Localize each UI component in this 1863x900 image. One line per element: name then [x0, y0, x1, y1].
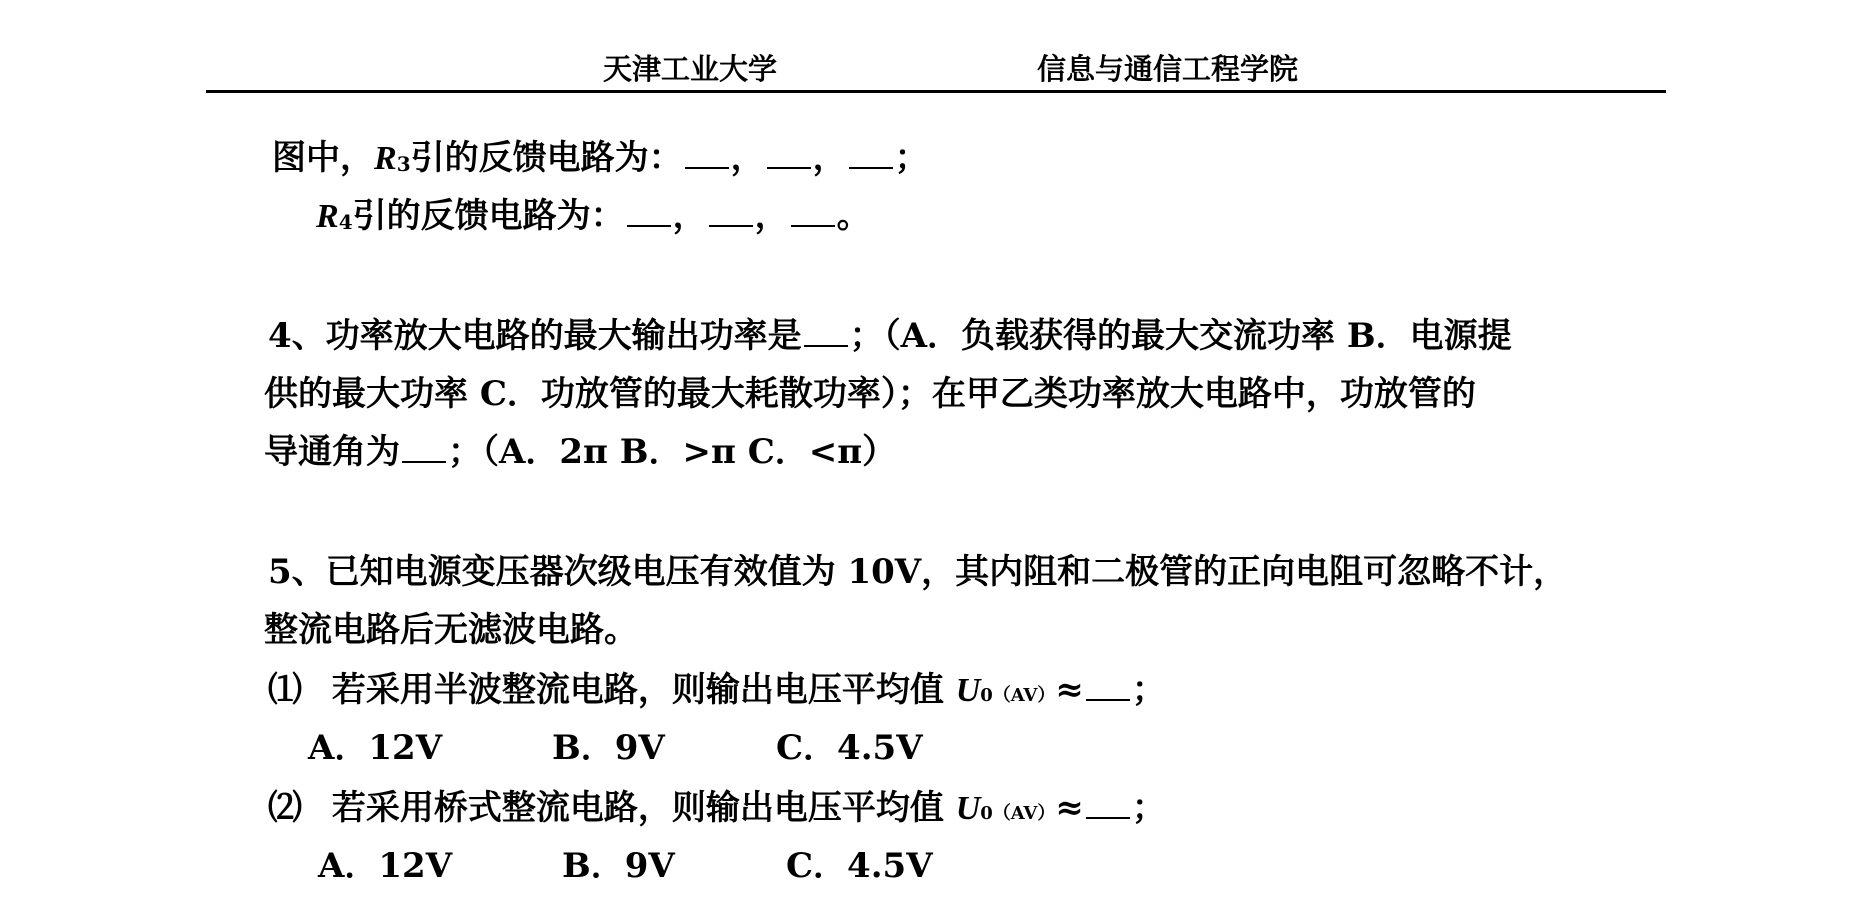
q3-r3-text: 引的反馈电路为： [410, 138, 683, 178]
q5-line-2-text: 整流电路后无滤波电路。 [264, 610, 638, 650]
q4-blank-2[interactable] [402, 433, 446, 463]
q4-line-3b: ；（A．2π B．>π C．<π） [448, 432, 897, 472]
q5-part-1-option-c[interactable]: C．4.5V [776, 728, 923, 768]
q5-part-1-option-b[interactable]: B．9V [552, 728, 665, 768]
q3-r3-line [272, 138, 929, 182]
q5-part-2-option-c[interactable]: C．4.5V [786, 846, 933, 886]
header-rule [206, 90, 1666, 93]
q5-line-1-text: 5、已知电源变压器次级电压有效值为 10V，其内阻和二极管的正向电阻可忽略不计， [268, 552, 1568, 592]
q5-part-1-option-a[interactable]: A．12V [308, 728, 443, 768]
q5-part-2-text: 若采用桥式整流电路，则输出电压平均值 [331, 788, 956, 828]
q3-r4-sub: 4 [338, 210, 353, 234]
q5-part-2-var: U [955, 790, 981, 827]
q5-part-1-sub: 0（AV） [980, 685, 1056, 706]
q3-end-2: 。 [836, 196, 871, 236]
q5-part-2-approx: ≈ [1055, 788, 1084, 828]
q3-sep-3: ， [672, 196, 707, 236]
q3-end-1: ； [894, 138, 929, 178]
q3-r3-blank-1[interactable] [685, 139, 729, 169]
q5-line-2 [264, 610, 638, 650]
q5-part-1-end: ； [1131, 670, 1166, 710]
q5-part-1-options [308, 728, 923, 768]
q5-line-1 [268, 552, 1567, 592]
q5-part-1-blank[interactable] [1086, 671, 1130, 701]
q4-line-1b: ；（A．负载获得的最大交流功率 B．电源提 [849, 316, 1512, 356]
q3-r4-blank-2[interactable] [709, 197, 753, 227]
q5-part-2-blank[interactable] [1086, 789, 1130, 819]
q4-line-3a: 导通角为 [264, 432, 400, 472]
q4-blank-1[interactable] [804, 317, 848, 347]
q3-r4-var: R [316, 198, 339, 235]
q5-part-2-number: ⑵ [268, 788, 302, 828]
q5-part-1-text: 若采用半波整流电路，则输出电压平均值 [331, 670, 956, 710]
q3-r4-text: 引的反馈电路为： [352, 196, 625, 236]
page-header [0, 48, 1863, 88]
q3-r4-line [316, 196, 871, 240]
header-department: 信息与通信工程学院 [1037, 52, 1299, 86]
q3-r3-sub: 3 [396, 152, 411, 176]
header-school: 天津工业大学 [603, 52, 778, 86]
q3-sep-2: ， [812, 138, 847, 178]
q3-r4-blank-1[interactable] [627, 197, 671, 227]
q4-line-2 [264, 374, 1476, 414]
q3-prefix: 图中， [272, 138, 374, 178]
q3-sep-4: ， [754, 196, 789, 236]
q4-line-1a: 4、功率放大电路的最大输出功率是 [268, 316, 802, 356]
q3-r4-blank-3[interactable] [791, 197, 835, 227]
q5-part-2-option-a[interactable]: A．12V [318, 846, 453, 886]
q5-part-2-end: ； [1131, 788, 1166, 828]
q5-part-1 [268, 670, 1166, 716]
q3-r3-var: R [374, 140, 397, 177]
q5-part-1-var: U [955, 672, 981, 709]
q3-r3-blank-2[interactable] [767, 139, 811, 169]
q5-part-2 [268, 788, 1166, 834]
q5-part-2-options [318, 846, 933, 886]
q5-part-2-option-b[interactable]: B．9V [562, 846, 675, 886]
q3-sep-1: ， [730, 138, 765, 178]
q3-r3-blank-3[interactable] [849, 139, 893, 169]
q4-line-3 [264, 432, 896, 472]
q5-part-1-approx: ≈ [1055, 670, 1084, 710]
q5-part-2-sub: 0（AV） [980, 803, 1056, 824]
q5-part-1-number: ⑴ [268, 670, 302, 710]
q4-line-1 [268, 316, 1512, 356]
q4-line-2-text: 供的最大功率 C．功放管的最大耗散功率）；在甲乙类功率放大电路中，功放管的 [264, 374, 1476, 414]
